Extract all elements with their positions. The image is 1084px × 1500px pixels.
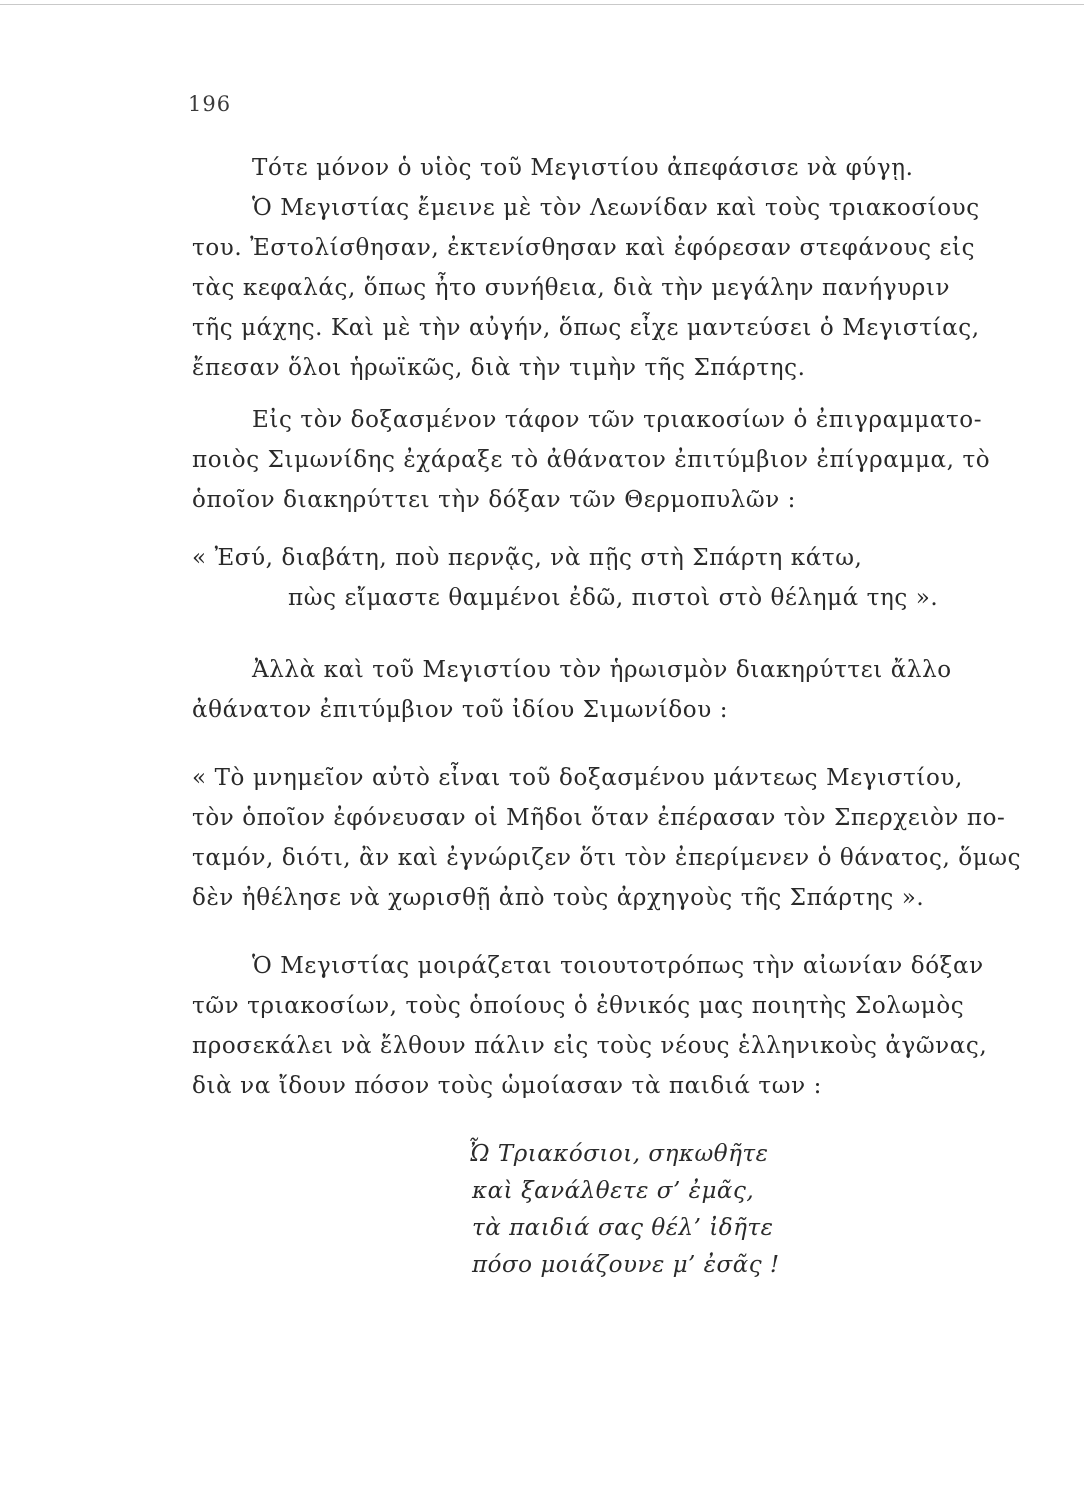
quote-line: « Τὸ μνημεῖον αὐτὸ εἶναι τοῦ δοξασμένου μάντεως Μεγιστίου, <box>192 765 963 791</box>
text-line: ἀθάνατον ἐπιτύμβιον τοῦ ἰδίου Σιμωνίδου : <box>192 697 729 723</box>
text-line: Ὁ Μεγιστίας μοιράζεται τοιουτοτρόπως τὴν αἰωνίαν δόξαν <box>252 953 984 979</box>
text-line: Ὁ Μεγιστίας ἔμεινε μὲ τὸν Λεωνίδαν καὶ τοὺς τριακοσίους <box>252 195 980 221</box>
poem-line: πόσο μοιάζουνε μ’ ἐσᾶς ! <box>472 1252 780 1278</box>
quote-line: « Ἐσύ, διαβάτη, ποὺ περνᾷς, νὰ πῇς στὴ Σπάρτη κάτω, <box>192 545 863 571</box>
quote-thermopylae-epitaph <box>192 538 1042 618</box>
text-line: τῶν τριακοσίων, τοὺς ὁποίους ὁ ἐθνικός μας ποιητὴς Σολωμὸς <box>192 993 965 1019</box>
quote-line: πὼς εἴμαστε θαμμένοι ἐδῶ, πιστοὶ στὸ θέλημά της ». <box>288 585 939 611</box>
scan-edge-line <box>0 4 1084 5</box>
quote-line: δὲν ἠθέλησε νὰ χωρισθῇ ἀπὸ τοὺς ἀρχηγοὺς τῆς Σπάρτης ». <box>192 885 925 911</box>
quote-megistias-epitaph <box>192 758 1042 918</box>
text-line: του. Ἐστολίσθησαν, ἐκτενίσθησαν καὶ ἐφόρεσαν στεφάνους εἰς <box>192 235 976 261</box>
poem-solomos <box>468 1136 868 1284</box>
text-line: τὰς κεφαλάς, ὅπως ἦτο συνήθεια, διὰ τὴν μεγάλην πανήγυριν <box>192 275 951 301</box>
quote-line: ταμόν, διότι, ἂν καὶ ἐγνώριζεν ὅτι τὸν ἐπερίμενεν ὁ θάνατος, ὅμως <box>192 845 1022 871</box>
text-line: τῆς μάχης. Καὶ μὲ τὴν αὐγήν, ὅπως εἶχε μαντεύσει ὁ Μεγιστίας, <box>192 315 980 341</box>
paragraph-megistias-remains <box>192 148 1042 388</box>
text-line: ὁποῖον διακηρύττει τὴν δόξαν τῶν Θερμοπυλῶν : <box>192 487 797 513</box>
text-line: Ἀλλὰ καὶ τοῦ Μεγιστίου τὸν ἡρωισμὸν διακηρύττει ἄλλο <box>252 657 952 683</box>
text-line: Τότε μόνον ὁ υἱὸς τοῦ Μεγιστίου ἀπεφάσισε νὰ φύγῃ. <box>252 155 914 181</box>
text-line: ποιὸς Σιμωνίδης ἐχάραξε τὸ ἀθάνατον ἐπιτύμβιον ἐπίγραμμα, τὸ <box>192 447 991 473</box>
poem-line: καὶ ξανάλθετε σ’ ἐμᾶς, <box>472 1178 755 1204</box>
text-line: διὰ να ἴδουν πόσον τοὺς ὡμοίασαν τὰ παιδιά των : <box>192 1073 822 1099</box>
paragraph-solomos <box>192 946 1042 1106</box>
text-line: Εἰς τὸν δοξασμένον τάφον τῶν τριακοσίων ὁ ἐπιγραμματο- <box>252 407 983 433</box>
quote-line: τὸν ὁποῖον ἐφόνευσαν οἱ Μῆδοι ὅταν ἐπέρασαν τὸν Σπερχειὸν πο- <box>192 805 1006 831</box>
paragraph-megistias-heroism <box>192 650 1042 730</box>
text-line: προσεκάλει νὰ ἔλθουν πάλιν εἰς τοὺς νέους ἑλληνικοὺς ἀγῶνας, <box>192 1033 988 1059</box>
text-line: ἔπεσαν ὅλοι ἡρωϊκῶς, διὰ τὴν τιμὴν τῆς Σπάρτης. <box>192 355 806 381</box>
poem-line: Ὦ Τριακόσιοι, σηκωθῆτε <box>468 1141 769 1167</box>
paragraph-simonides-epigram <box>192 400 1042 520</box>
page-number: 196 <box>188 92 232 116</box>
poem-line: τὰ παιδιά σας θέλ’ ἰδῆτε <box>472 1215 774 1241</box>
